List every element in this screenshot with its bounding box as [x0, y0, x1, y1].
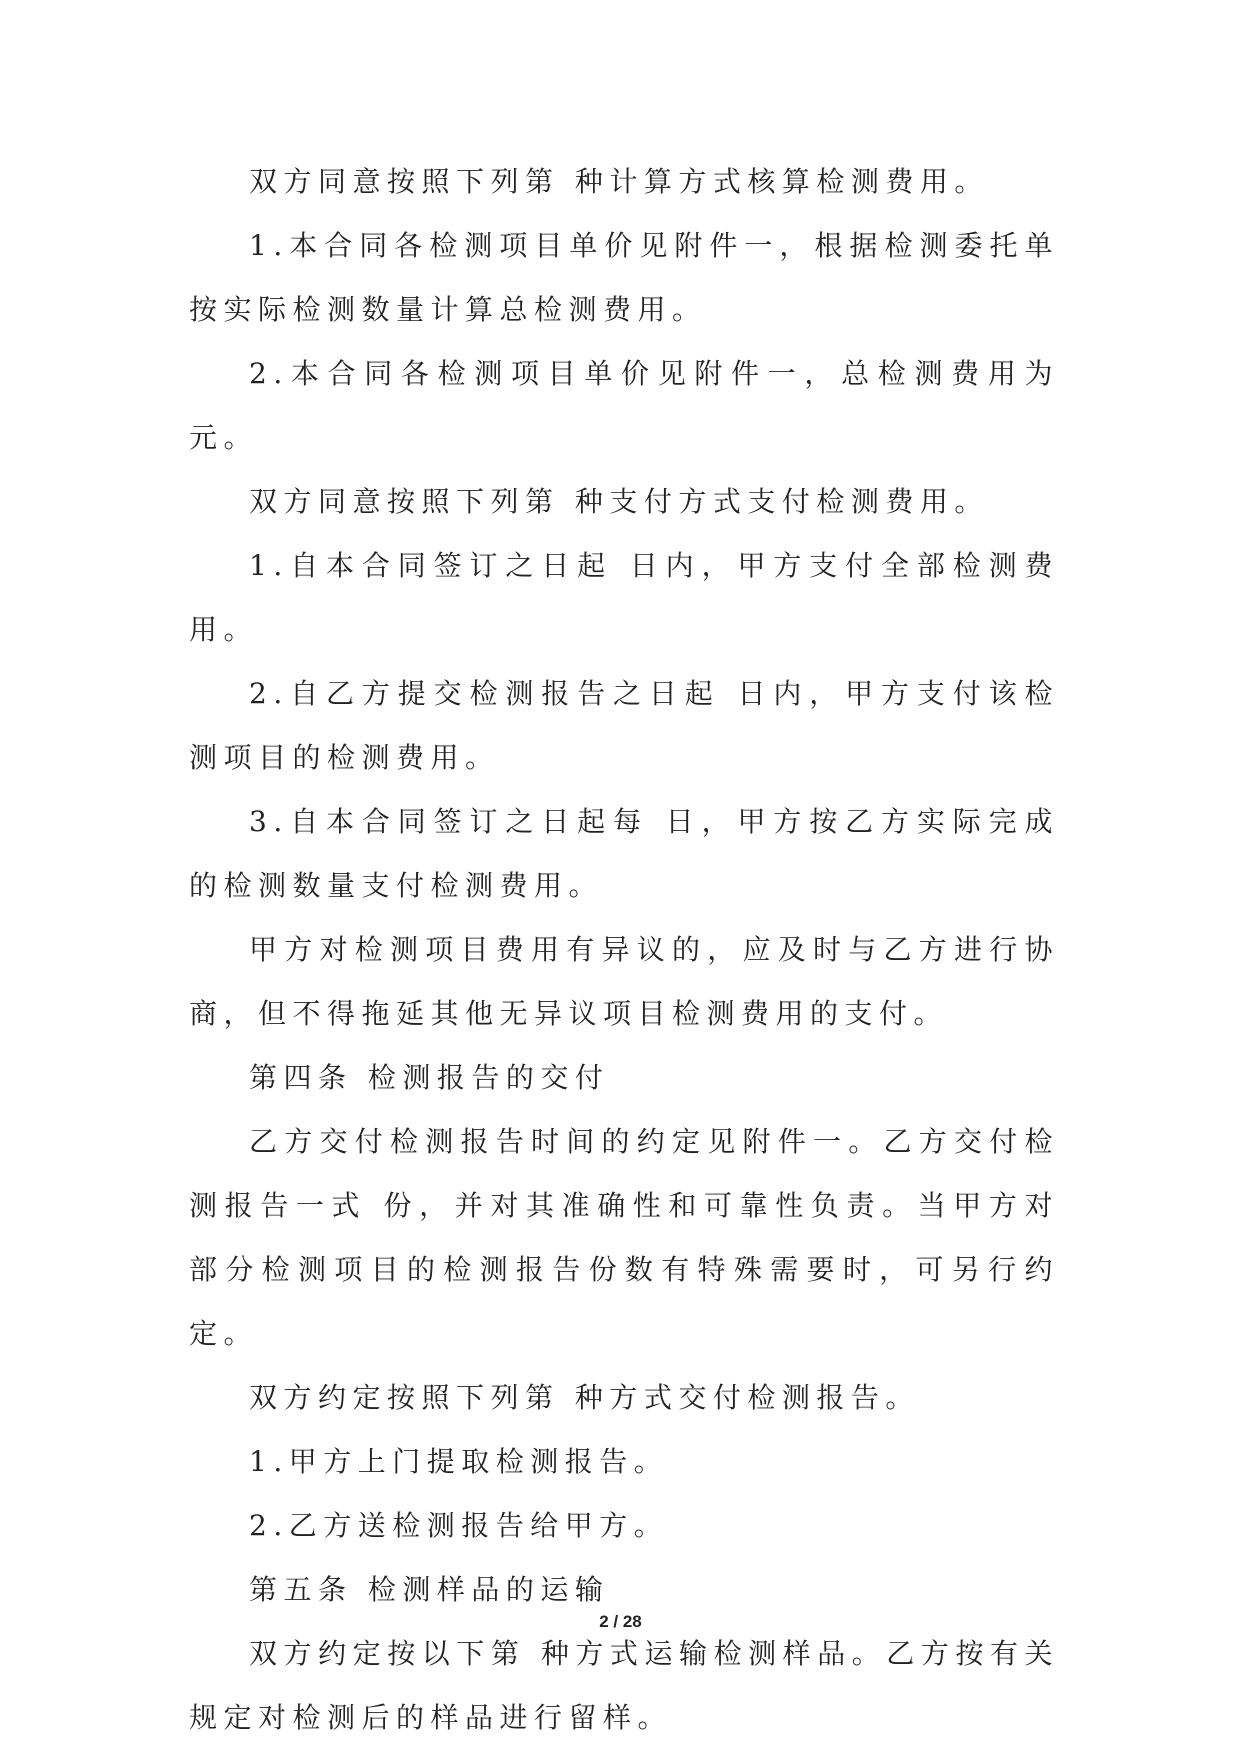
paragraph-fee-method: 双方同意按照下列第 种计算方式核算检测费用。 [249, 165, 989, 198]
article-4-heading: 第四条 检测报告的交付 [249, 1061, 610, 1094]
paragraph-report-method: 双方约定按照下列第 种方式交付检测报告。 [249, 1381, 920, 1414]
paragraph-fee-option-2: 2.本合同各检测项目单价见附件一，总检测费用为 元。 [189, 357, 1059, 454]
paragraph-payment-option-1: 1.自本合同签订之日起 日内，甲方支付全部检测费用。 [189, 549, 1059, 646]
paragraph-report-option-1: 1.甲方上门提取检测报告。 [249, 1445, 669, 1478]
paragraph-fee-option-1: 1.本合同各检测项目单价见附件一，根据检测委托单按实际检测数量计算总检测费用。 [189, 229, 1059, 326]
paragraph-fee-dispute: 甲方对检测项目费用有异议的，应及时与乙方进行协商，但不得拖延其他无异议项目检测费用的支付。 [189, 933, 1059, 1030]
paragraph-payment-option-2: 2.自乙方提交检测报告之日起 日内，甲方支付该检测项目的检测费用。 [189, 677, 1059, 774]
page-number: 2 / 28 [599, 1612, 642, 1631]
paragraph-payment-method: 双方同意按照下列第 种支付方式支付检测费用。 [249, 485, 989, 518]
paragraph-payment-option-3: 3.自本合同签订之日起每 日，甲方按乙方实际完成的检测数量支付检测费用。 [189, 805, 1059, 902]
article-5-heading: 第五条 检测样品的运输 [249, 1573, 610, 1606]
paragraph-report-delivery: 乙方交付检测报告时间的约定见附件一。乙方交付检测报告一式 份，并对其准确性和可靠性负责。当甲方对部分检测项目的检测报告份数有特殊需要时，可另行约定。 [189, 1125, 1059, 1350]
document-body [189, 150, 1059, 1750]
paragraph-sample-transport: 双方约定按以下第 种方式运输检测样品。乙方按有关规定对检测后的样品进行留样。 [189, 1637, 1059, 1734]
paragraph-report-option-2: 2.乙方送检测报告给甲方。 [249, 1509, 669, 1542]
